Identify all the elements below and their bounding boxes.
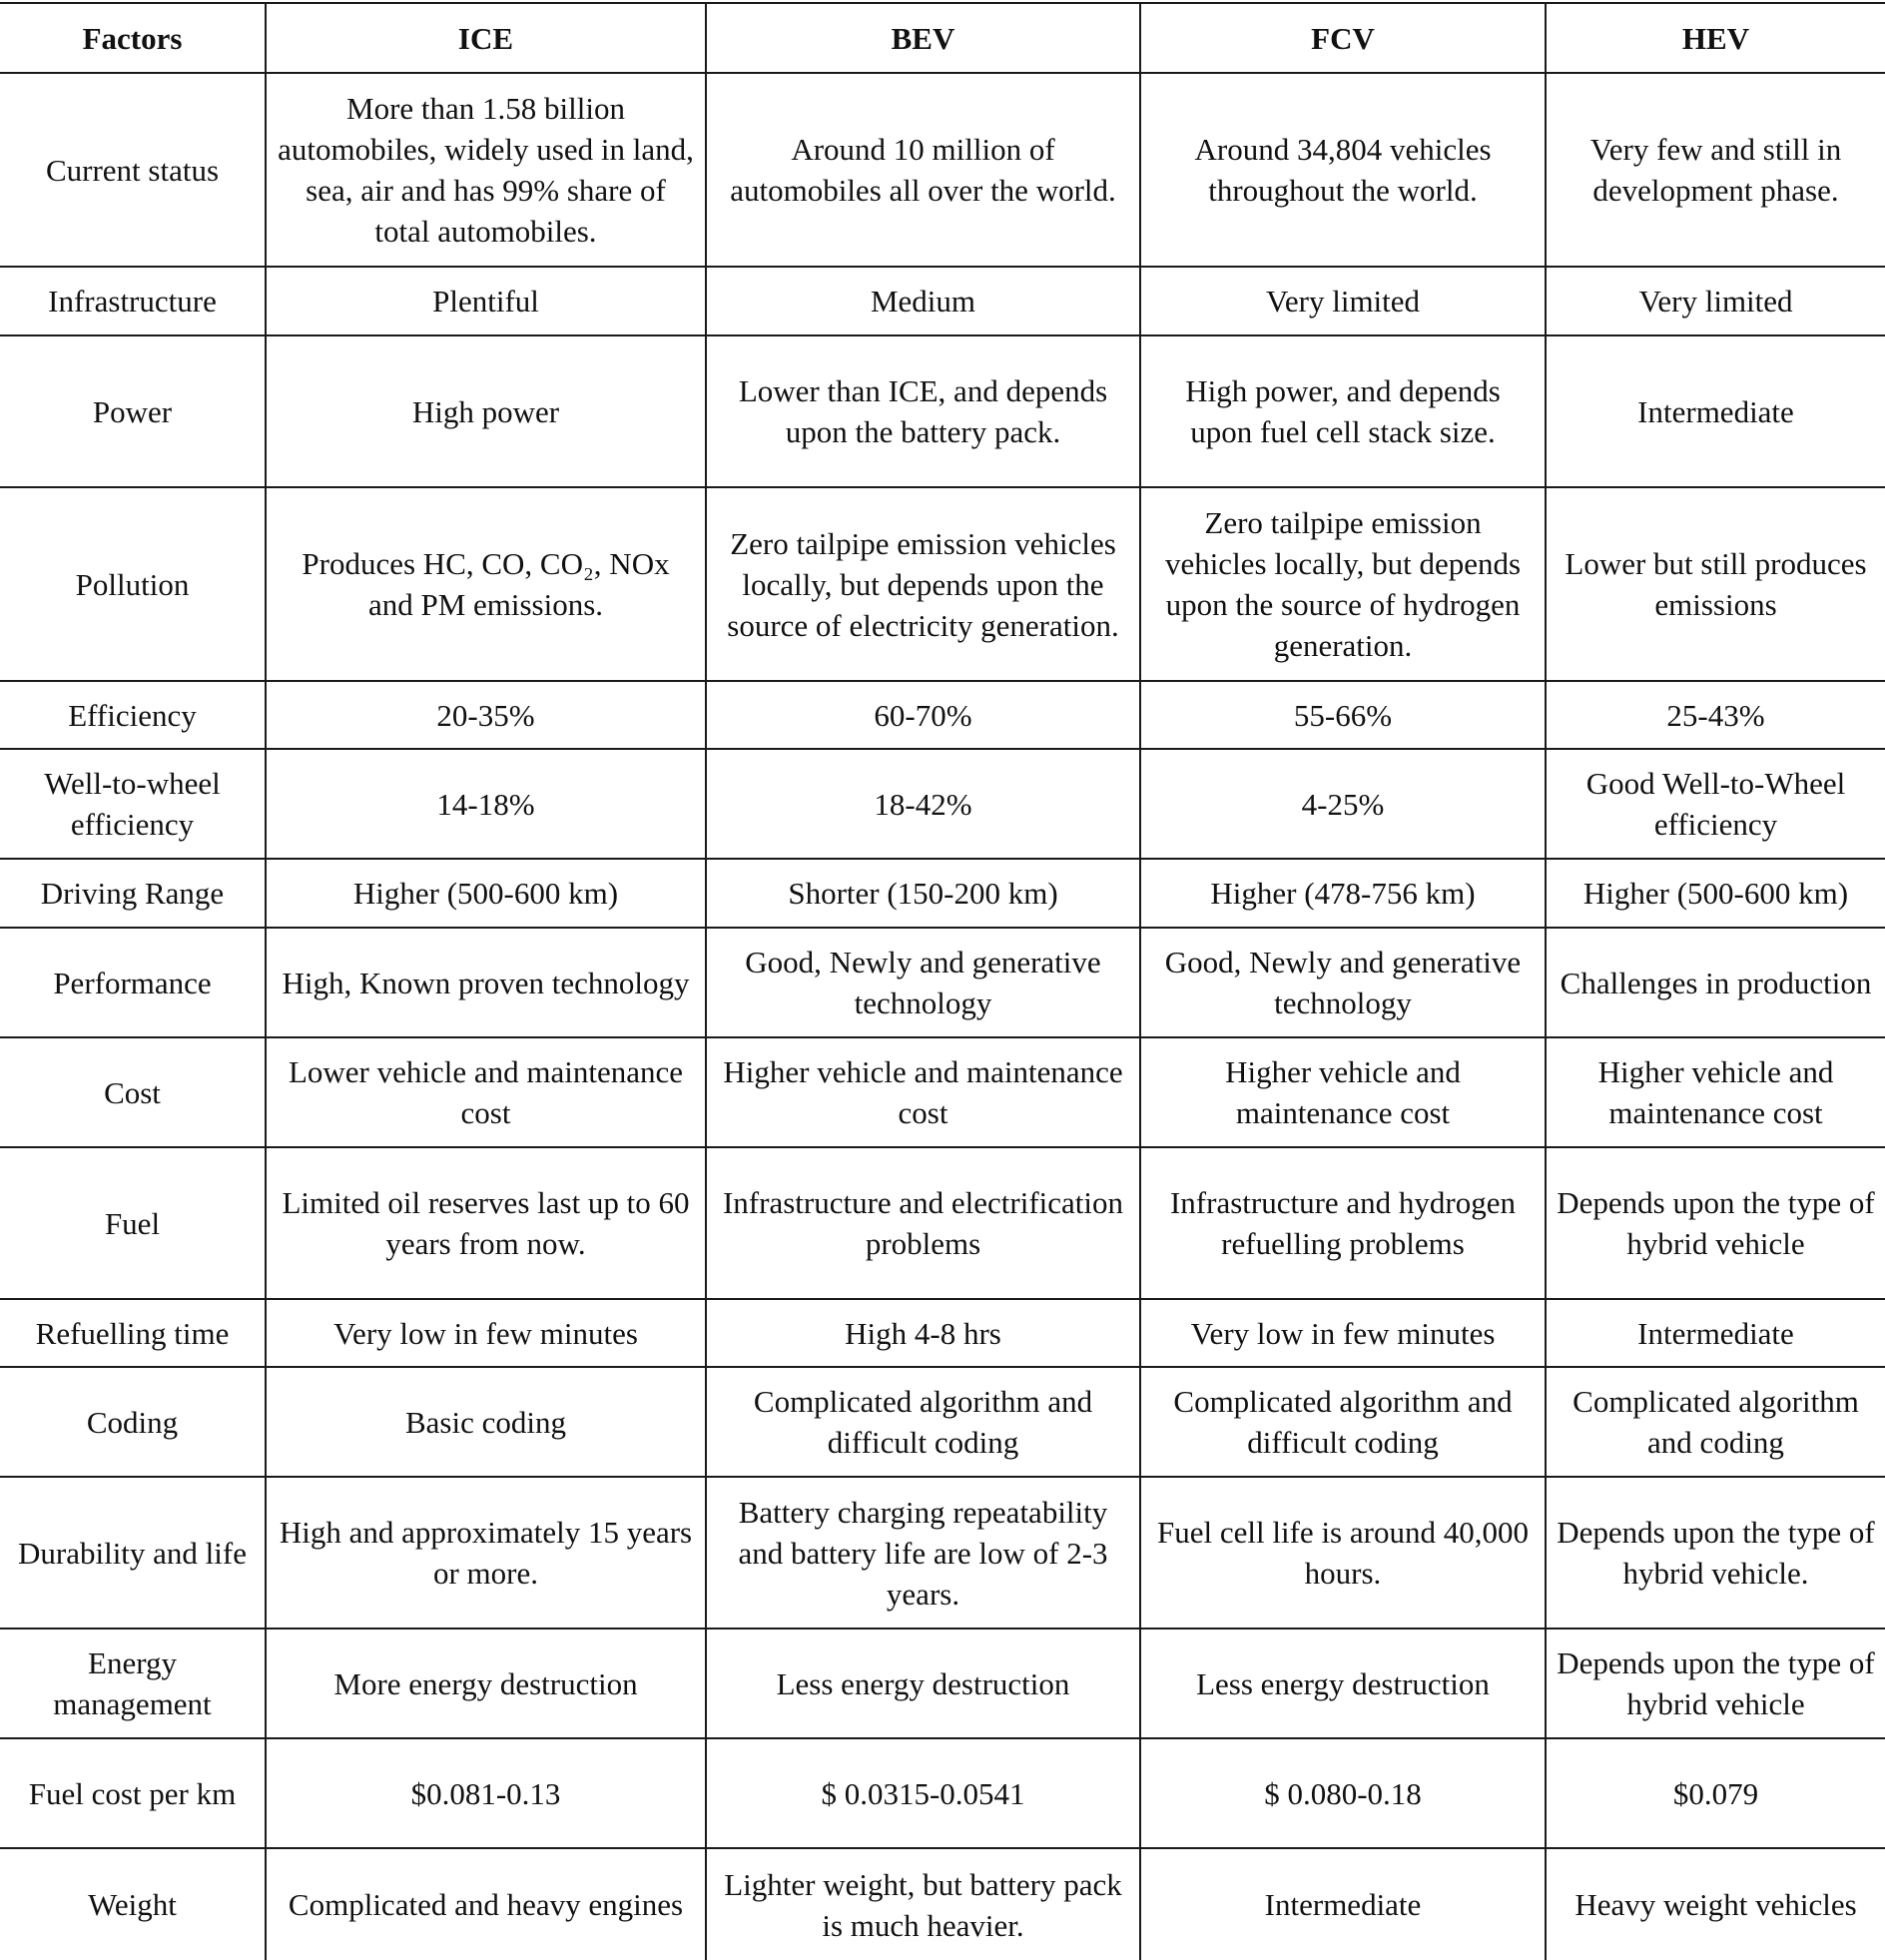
cell-ice: Basic coding	[266, 1367, 706, 1477]
cell-ice: High power	[266, 335, 706, 487]
cell-hev: Depends upon the type of hybrid vehicle	[1546, 1629, 1885, 1738]
cell-fcv: Higher vehicle and maintenance cost	[1140, 1037, 1546, 1147]
cell-bev: Around 10 million of automobiles all over the world.	[706, 73, 1140, 267]
cell-bev: Medium	[706, 267, 1140, 335]
cell-hev: Very limited	[1546, 267, 1885, 335]
cell-bev: Battery charging repeatability and battery life are low of 2-3 years.	[706, 1477, 1140, 1629]
cell-hev: Higher vehicle and maintenance cost	[1546, 1037, 1885, 1147]
cell-hev: Depends upon the type of hybrid vehicle.	[1546, 1477, 1885, 1629]
cell-ice: Very low in few minutes	[266, 1299, 706, 1367]
table-row	[0, 267, 1885, 335]
cell-hev: Depends upon the type of hybrid vehicle	[1546, 1147, 1885, 1299]
table-row	[0, 1848, 1885, 1960]
cell-bev: Shorter (150-200 km)	[706, 859, 1140, 928]
header-bev: BEV	[706, 3, 1140, 73]
cell-hev: Intermediate	[1546, 1299, 1885, 1367]
row-factor-cell: Cost	[0, 1037, 266, 1147]
row-factor-cell: Performance	[0, 928, 266, 1037]
cell-fcv: $ 0.080-0.18	[1140, 1738, 1546, 1848]
table-row	[0, 859, 1885, 928]
cell-fcv: Very limited	[1140, 267, 1546, 335]
cell-ice: Limited oil reserves last up to 60 years from now.	[266, 1147, 706, 1299]
cell-ice: Plentiful	[266, 267, 706, 335]
cell-hev: 25-43%	[1546, 681, 1885, 749]
cell-fcv: Around 34,804 vehicles throughout the world.	[1140, 73, 1546, 267]
table-row	[0, 1037, 1885, 1147]
table-row	[0, 1477, 1885, 1629]
cell-hev: Intermediate	[1546, 335, 1885, 487]
cell-hev: Complicated algorithm and coding	[1546, 1367, 1885, 1477]
cell-ice: High, Known proven technology	[266, 928, 706, 1037]
table-row	[0, 928, 1885, 1037]
row-factor-cell: Power	[0, 335, 266, 487]
row-factor-cell: Coding	[0, 1367, 266, 1477]
table-row	[0, 1367, 1885, 1477]
cell-ice: Complicated and heavy engines	[266, 1848, 706, 1960]
cell-ice: 20-35%	[266, 681, 706, 749]
cell-hev: Challenges in production	[1546, 928, 1885, 1037]
header-row	[0, 3, 1885, 73]
row-factor-cell: Driving Range	[0, 859, 266, 928]
cell-ice: Lower vehicle and maintenance cost	[266, 1037, 706, 1147]
cell-hev: Very few and still in development phase.	[1546, 73, 1885, 267]
cell-fcv: Good, Newly and generative technology	[1140, 928, 1546, 1037]
comparison-table	[0, 2, 1885, 1960]
cell-bev: Infrastructure and electrification problems	[706, 1147, 1140, 1299]
table-row	[0, 749, 1885, 859]
cell-fcv: 4-25%	[1140, 749, 1546, 859]
cell-bev: High 4-8 hrs	[706, 1299, 1140, 1367]
row-factor-cell: Infrastructure	[0, 267, 266, 335]
cell-hev: Higher (500-600 km)	[1546, 859, 1885, 928]
row-factor-cell: Efficiency	[0, 681, 266, 749]
table-row	[0, 487, 1885, 681]
cell-fcv: Intermediate	[1140, 1848, 1546, 1960]
cell-fcv: Zero tailpipe emission vehicles locally, but depends upon the source of hydrogen generation.	[1140, 487, 1546, 681]
header-fcv: FCV	[1140, 3, 1546, 73]
cell-hev: Lower but still produces emissions	[1546, 487, 1885, 681]
cell-bev: Good, Newly and generative technology	[706, 928, 1140, 1037]
table-row	[0, 1299, 1885, 1367]
cell-bev: $ 0.0315-0.0541	[706, 1738, 1140, 1848]
cell-hev: Good Well-to-Wheel efficiency	[1546, 749, 1885, 859]
cell-bev: 18-42%	[706, 749, 1140, 859]
cell-ice: High and approximately 15 years or more.	[266, 1477, 706, 1629]
cell-fcv: Very low in few minutes	[1140, 1299, 1546, 1367]
table-header	[0, 3, 1885, 73]
cell-bev: Less energy destruction	[706, 1629, 1140, 1738]
cell-fcv: Complicated algorithm and difficult coding	[1140, 1367, 1546, 1477]
table-row	[0, 1629, 1885, 1738]
cell-bev: Complicated algorithm and difficult coding	[706, 1367, 1140, 1477]
row-factor-cell: Weight	[0, 1848, 266, 1960]
cell-ice: 14-18%	[266, 749, 706, 859]
table-row	[0, 681, 1885, 749]
header-factors: Factors	[0, 3, 266, 73]
cell-fcv: Fuel cell life is around 40,000 hours.	[1140, 1477, 1546, 1629]
cell-ice: More than 1.58 billion automobiles, widely used in land, sea, air and has 99% share of total automobiles.	[266, 73, 706, 267]
cell-bev: Lower than ICE, and depends upon the battery pack.	[706, 335, 1140, 487]
cell-fcv: Less energy destruction	[1140, 1629, 1546, 1738]
cell-ice: More energy destruction	[266, 1629, 706, 1738]
table-row	[0, 73, 1885, 267]
cell-hev: $0.079	[1546, 1738, 1885, 1848]
table-row	[0, 335, 1885, 487]
cell-fcv: Infrastructure and hydrogen refuelling problems	[1140, 1147, 1546, 1299]
cell-ice: Higher (500-600 km)	[266, 859, 706, 928]
row-factor-cell: Well-to-wheel efficiency	[0, 749, 266, 859]
table-row	[0, 1147, 1885, 1299]
row-factor-cell: Durability and life	[0, 1477, 266, 1629]
header-ice: ICE	[266, 3, 706, 73]
row-factor-cell: Fuel	[0, 1147, 266, 1299]
cell-fcv: High power, and depends upon fuel cell stack size.	[1140, 335, 1546, 487]
row-factor-cell: Pollution	[0, 487, 266, 681]
row-factor-cell: Energy management	[0, 1629, 266, 1738]
table-body	[0, 73, 1885, 1960]
row-factor-cell: Fuel cost per km	[0, 1738, 266, 1848]
row-factor-cell: Refuelling time	[0, 1299, 266, 1367]
cell-ice: $0.081-0.13	[266, 1738, 706, 1848]
cell-fcv: Higher (478-756 km)	[1140, 859, 1546, 928]
cell-hev: Heavy weight vehicles	[1546, 1848, 1885, 1960]
cell-bev: Lighter weight, but battery pack is much heavier.	[706, 1848, 1140, 1960]
table-row	[0, 1738, 1885, 1848]
cell-fcv: 55-66%	[1140, 681, 1546, 749]
cell-bev: Zero tailpipe emission vehicles locally, but depends upon the source of electricity generation.	[706, 487, 1140, 681]
row-factor-cell: Current status	[0, 73, 266, 267]
cell-bev: 60-70%	[706, 681, 1140, 749]
header-hev: HEV	[1546, 3, 1885, 73]
cell-bev: Higher vehicle and maintenance cost	[706, 1037, 1140, 1147]
cell-ice: Produces HC, CO, CO₂, NOx and PM emissions.	[266, 487, 706, 681]
